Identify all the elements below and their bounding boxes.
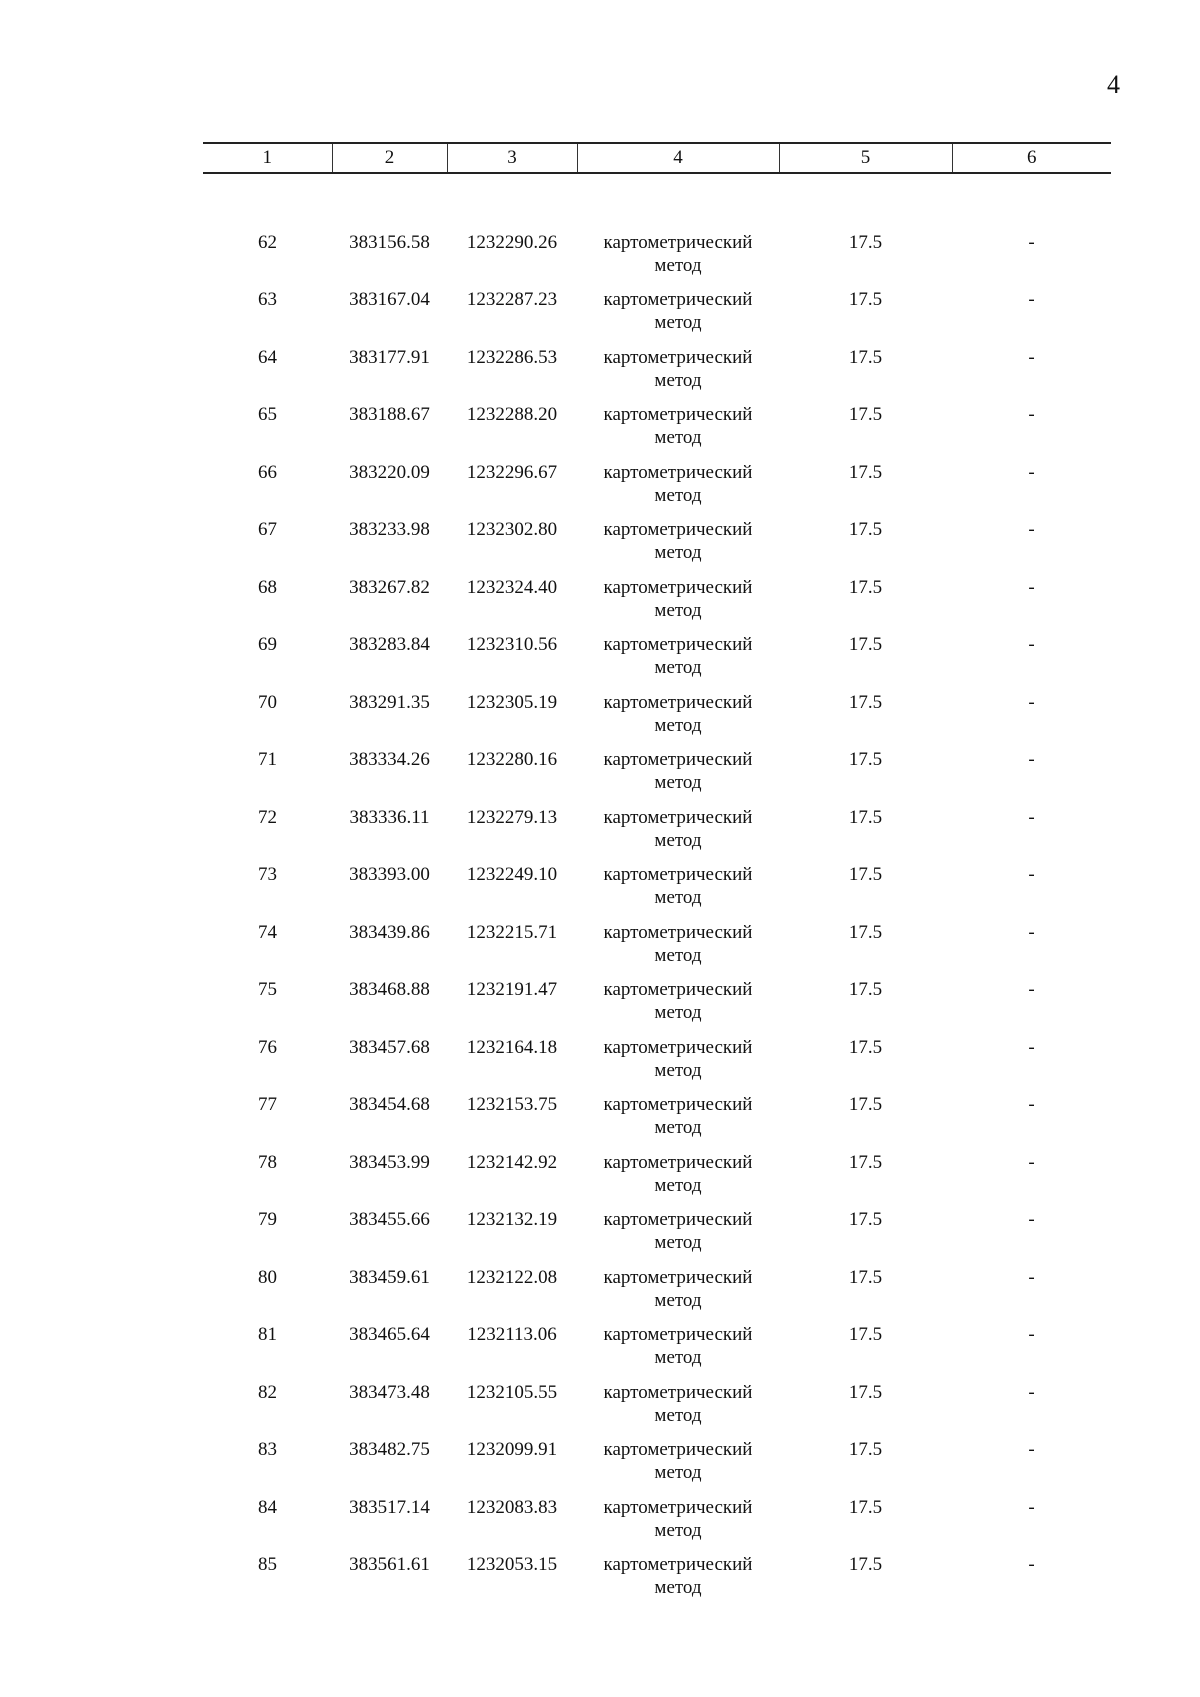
x-coordinate-cell: 383283.84 [349, 634, 430, 655]
x-coordinate-cell: 383177.91 [349, 346, 430, 368]
table-header-row [203, 143, 1111, 173]
x-coordinate-cell: 383473.48 [349, 1381, 430, 1403]
method-line-2: метод [654, 1059, 702, 1081]
method-line-2: метод [654, 1347, 702, 1368]
table-row [203, 863, 1111, 921]
table-row [203, 978, 1111, 1036]
accuracy-cell: 17.5 [848, 404, 883, 425]
extra-cell: - [1028, 864, 1035, 885]
method-cell [577, 978, 779, 1036]
accuracy-cell: 17.5 [848, 231, 883, 253]
extra-cell: - [1028, 289, 1035, 310]
method-line-2: метод [654, 1232, 702, 1253]
method-line-1: картометрический [603, 231, 753, 253]
method-line-2: метод [654, 1117, 702, 1138]
y-coordinate-cell: 1232191.47 [466, 979, 558, 1000]
accuracy-cell: 17.5 [848, 921, 883, 943]
y-coordinate-cell: 1232083.83 [466, 1496, 558, 1518]
point-number-cell: 71 [258, 749, 277, 770]
method-cell [577, 1553, 779, 1611]
point-number-cell: 64 [258, 346, 277, 368]
point-number-cell: 78 [258, 1151, 277, 1173]
y-coordinate-cell: 1232280.16 [466, 749, 558, 770]
y-coordinate-cell: 1232288.20 [466, 404, 558, 425]
y-coordinate-cell: 1232296.67 [466, 461, 558, 483]
accuracy-cell: 17.5 [848, 634, 883, 655]
method-cell [577, 576, 779, 634]
y-coordinate-cell: 1232053.15 [466, 1554, 558, 1575]
method-line-2: метод [654, 254, 702, 276]
method-cell [577, 1438, 779, 1496]
extra-cell: - [1028, 1554, 1035, 1575]
x-coordinate-cell: 383267.82 [349, 576, 430, 598]
method-line-2: метод [654, 1404, 702, 1426]
method-line-2: метод [654, 1289, 702, 1311]
point-number-cell: 65 [258, 404, 277, 425]
method-line-2: метод [654, 1462, 702, 1483]
y-coordinate-cell: 1232324.40 [466, 576, 558, 598]
column-header: 3 [447, 143, 577, 173]
extra-cell: - [1028, 634, 1035, 655]
spacer-row [203, 173, 1111, 231]
column-header: 4 [577, 143, 779, 173]
method-line-1: картометрический [603, 1209, 753, 1230]
method-line-1: картометрический [603, 346, 753, 368]
method-cell [577, 748, 779, 806]
method-cell [577, 1208, 779, 1266]
y-coordinate-cell: 1232302.80 [466, 519, 558, 540]
method-cell [577, 806, 779, 864]
method-cell [577, 1036, 779, 1094]
point-number-cell: 81 [258, 1324, 277, 1345]
method-cell [577, 691, 779, 749]
method-line-2: метод [654, 312, 702, 333]
method-line-2: метод [654, 944, 702, 966]
method-line-2: метод [654, 599, 702, 621]
x-coordinate-cell: 383454.68 [349, 1094, 430, 1115]
y-coordinate-cell: 1232122.08 [466, 1266, 558, 1288]
table-row [203, 1266, 1111, 1324]
point-number-cell: 85 [258, 1554, 277, 1575]
table-row [203, 1323, 1111, 1381]
x-coordinate-cell: 383439.86 [349, 921, 430, 943]
method-line-1: картометрический [603, 1496, 753, 1518]
extra-cell: - [1028, 1439, 1035, 1460]
y-coordinate-cell: 1232290.26 [466, 231, 558, 253]
method-line-2: метод [654, 427, 702, 448]
point-number-cell: 73 [258, 864, 277, 885]
point-number-cell: 76 [258, 1036, 277, 1058]
y-coordinate-cell: 1232310.56 [466, 634, 558, 655]
method-cell [577, 1093, 779, 1151]
method-line-1: картометрический [603, 634, 753, 655]
y-coordinate-cell: 1232249.10 [466, 864, 558, 885]
method-cell [577, 346, 779, 404]
table-row [203, 748, 1111, 806]
table-row [203, 1208, 1111, 1266]
extra-cell: - [1028, 461, 1035, 483]
method-line-2: метод [654, 1519, 702, 1541]
column-header: 5 [779, 143, 952, 173]
method-line-2: метод [654, 542, 702, 563]
x-coordinate-cell: 383334.26 [349, 749, 430, 770]
x-coordinate-cell: 383457.68 [349, 1036, 430, 1058]
accuracy-cell: 17.5 [848, 1381, 883, 1403]
extra-cell: - [1028, 1209, 1035, 1230]
point-number-cell: 62 [258, 231, 277, 253]
table-row [203, 1381, 1111, 1439]
extra-cell: - [1028, 1324, 1035, 1345]
point-number-cell: 79 [258, 1209, 277, 1230]
method-line-1: картометрический [603, 289, 753, 310]
accuracy-cell: 17.5 [848, 691, 883, 713]
x-coordinate-cell: 383459.61 [349, 1266, 430, 1288]
extra-cell: - [1028, 806, 1035, 828]
method-cell [577, 403, 779, 461]
point-number-cell: 66 [258, 461, 277, 483]
method-line-2: метод [654, 1174, 702, 1196]
table-row [203, 691, 1111, 749]
x-coordinate-cell: 383156.58 [349, 231, 430, 253]
method-cell [577, 1381, 779, 1439]
method-line-1: картометрический [603, 1151, 753, 1173]
method-line-2: метод [654, 369, 702, 391]
table-row [203, 633, 1111, 691]
method-line-1: картометрический [603, 921, 753, 943]
table-row [203, 461, 1111, 519]
method-line-2: метод [654, 887, 702, 908]
point-number-cell: 83 [258, 1439, 277, 1460]
point-number-cell: 74 [258, 921, 277, 943]
table-row [203, 231, 1111, 289]
accuracy-cell: 17.5 [848, 1094, 883, 1115]
extra-cell: - [1028, 1151, 1035, 1173]
method-cell [577, 1266, 779, 1324]
coordinates-table [203, 142, 1111, 1611]
method-line-2: метод [654, 1577, 702, 1598]
method-line-2: метод [654, 1002, 702, 1023]
y-coordinate-cell: 1232142.92 [466, 1151, 558, 1173]
method-line-1: картометрический [603, 979, 753, 1000]
accuracy-cell: 17.5 [848, 1324, 883, 1345]
accuracy-cell: 17.5 [848, 289, 883, 310]
method-cell [577, 231, 779, 289]
x-coordinate-cell: 383465.64 [349, 1324, 430, 1345]
point-number-cell: 84 [258, 1496, 277, 1518]
method-line-2: метод [654, 829, 702, 851]
y-coordinate-cell: 1232099.91 [466, 1439, 558, 1460]
method-line-2: метод [654, 657, 702, 678]
y-coordinate-cell: 1232305.19 [466, 691, 558, 713]
x-coordinate-cell: 383453.99 [349, 1151, 430, 1173]
method-line-1: картометрический [603, 1324, 753, 1345]
column-header: 2 [332, 143, 447, 173]
accuracy-cell: 17.5 [848, 1266, 883, 1288]
method-cell [577, 921, 779, 979]
y-coordinate-cell: 1232286.53 [466, 346, 558, 368]
x-coordinate-cell: 383468.88 [349, 979, 430, 1000]
extra-cell: - [1028, 576, 1035, 598]
method-line-1: картометрический [603, 1381, 753, 1403]
method-line-1: картометрический [603, 461, 753, 483]
point-number-cell: 67 [258, 519, 277, 540]
point-number-cell: 75 [258, 979, 277, 1000]
method-line-2: метод [654, 714, 702, 736]
table-row [203, 921, 1111, 979]
method-line-1: картометрический [603, 1554, 753, 1575]
table-row [203, 288, 1111, 346]
table-row [203, 1496, 1111, 1554]
accuracy-cell: 17.5 [848, 346, 883, 368]
extra-cell: - [1028, 921, 1035, 943]
table-row [203, 1553, 1111, 1611]
method-line-2: метод [654, 484, 702, 506]
accuracy-cell: 17.5 [848, 979, 883, 1000]
method-cell [577, 1151, 779, 1209]
table-row [203, 1151, 1111, 1209]
accuracy-cell: 17.5 [848, 1496, 883, 1518]
method-line-2: метод [654, 772, 702, 793]
accuracy-cell: 17.5 [848, 519, 883, 540]
page-number: 4 [1107, 70, 1120, 99]
y-coordinate-cell: 1232113.06 [467, 1324, 557, 1345]
accuracy-cell: 17.5 [848, 1036, 883, 1058]
accuracy-cell: 17.5 [848, 576, 883, 598]
y-coordinate-cell: 1232164.18 [466, 1036, 558, 1058]
method-cell [577, 1323, 779, 1381]
table-row [203, 346, 1111, 404]
table-row [203, 403, 1111, 461]
method-line-1: картометрический [603, 1439, 753, 1460]
table-row [203, 576, 1111, 634]
extra-cell: - [1028, 1266, 1035, 1288]
point-number-cell: 68 [258, 576, 277, 598]
accuracy-cell: 17.5 [848, 864, 883, 885]
column-header: 6 [952, 143, 1111, 173]
y-coordinate-cell: 1232279.13 [466, 806, 558, 828]
accuracy-cell: 17.5 [848, 1151, 883, 1173]
extra-cell: - [1028, 1381, 1035, 1403]
accuracy-cell: 17.5 [848, 806, 883, 828]
extra-cell: - [1028, 1094, 1035, 1115]
point-number-cell: 70 [258, 691, 277, 713]
accuracy-cell: 17.5 [848, 1439, 883, 1460]
method-line-1: картометрический [603, 404, 753, 425]
method-cell [577, 461, 779, 519]
x-coordinate-cell: 383561.61 [349, 1554, 430, 1575]
point-number-cell: 82 [258, 1381, 277, 1403]
point-number-cell: 80 [258, 1266, 277, 1288]
method-line-1: картометрический [603, 806, 753, 828]
extra-cell: - [1028, 1496, 1035, 1518]
x-coordinate-cell: 383336.11 [349, 806, 430, 828]
extra-cell: - [1028, 519, 1035, 540]
method-line-1: картометрический [603, 1266, 753, 1288]
table-row [203, 1093, 1111, 1151]
x-coordinate-cell: 383455.66 [349, 1209, 430, 1230]
method-line-1: картометрический [603, 864, 753, 885]
table-row [203, 1438, 1111, 1496]
accuracy-cell: 17.5 [848, 461, 883, 483]
table-row [203, 1036, 1111, 1094]
x-coordinate-cell: 383517.14 [349, 1496, 430, 1518]
x-coordinate-cell: 383220.09 [349, 461, 430, 483]
point-number-cell: 77 [258, 1094, 277, 1115]
method-cell [577, 1496, 779, 1554]
y-coordinate-cell: 1232153.75 [466, 1094, 558, 1115]
method-cell [577, 518, 779, 576]
y-coordinate-cell: 1232132.19 [466, 1209, 558, 1230]
method-cell [577, 633, 779, 691]
method-cell [577, 863, 779, 921]
method-line-1: картометрический [603, 1094, 753, 1115]
table-row [203, 806, 1111, 864]
method-line-1: картометрический [603, 691, 753, 713]
extra-cell: - [1028, 979, 1035, 1000]
y-coordinate-cell: 1232287.23 [466, 289, 558, 310]
x-coordinate-cell: 383393.00 [349, 864, 430, 885]
x-coordinate-cell: 383233.98 [349, 519, 430, 540]
extra-cell: - [1028, 346, 1035, 368]
accuracy-cell: 17.5 [848, 749, 883, 770]
table-row [203, 518, 1111, 576]
method-line-1: картометрический [603, 749, 753, 770]
y-coordinate-cell: 1232215.71 [466, 921, 558, 943]
accuracy-cell: 17.5 [848, 1209, 883, 1230]
y-coordinate-cell: 1232105.55 [466, 1381, 558, 1403]
point-number-cell: 63 [258, 289, 277, 310]
accuracy-cell: 17.5 [848, 1554, 883, 1575]
x-coordinate-cell: 383167.04 [349, 289, 430, 310]
x-coordinate-cell: 383482.75 [349, 1439, 430, 1460]
point-number-cell: 69 [258, 634, 277, 655]
column-header: 1 [203, 143, 332, 173]
extra-cell: - [1028, 231, 1035, 253]
method-line-1: картометрический [603, 1036, 753, 1058]
extra-cell: - [1028, 691, 1035, 713]
extra-cell: - [1028, 404, 1035, 425]
table-body [203, 173, 1111, 1611]
extra-cell: - [1028, 749, 1035, 770]
extra-cell: - [1028, 1036, 1035, 1058]
x-coordinate-cell: 383188.67 [349, 404, 430, 425]
x-coordinate-cell: 383291.35 [349, 691, 430, 713]
point-number-cell: 72 [258, 806, 277, 828]
method-cell [577, 288, 779, 346]
method-line-1: картометрический [603, 519, 753, 540]
method-line-1: картометрический [603, 576, 753, 598]
